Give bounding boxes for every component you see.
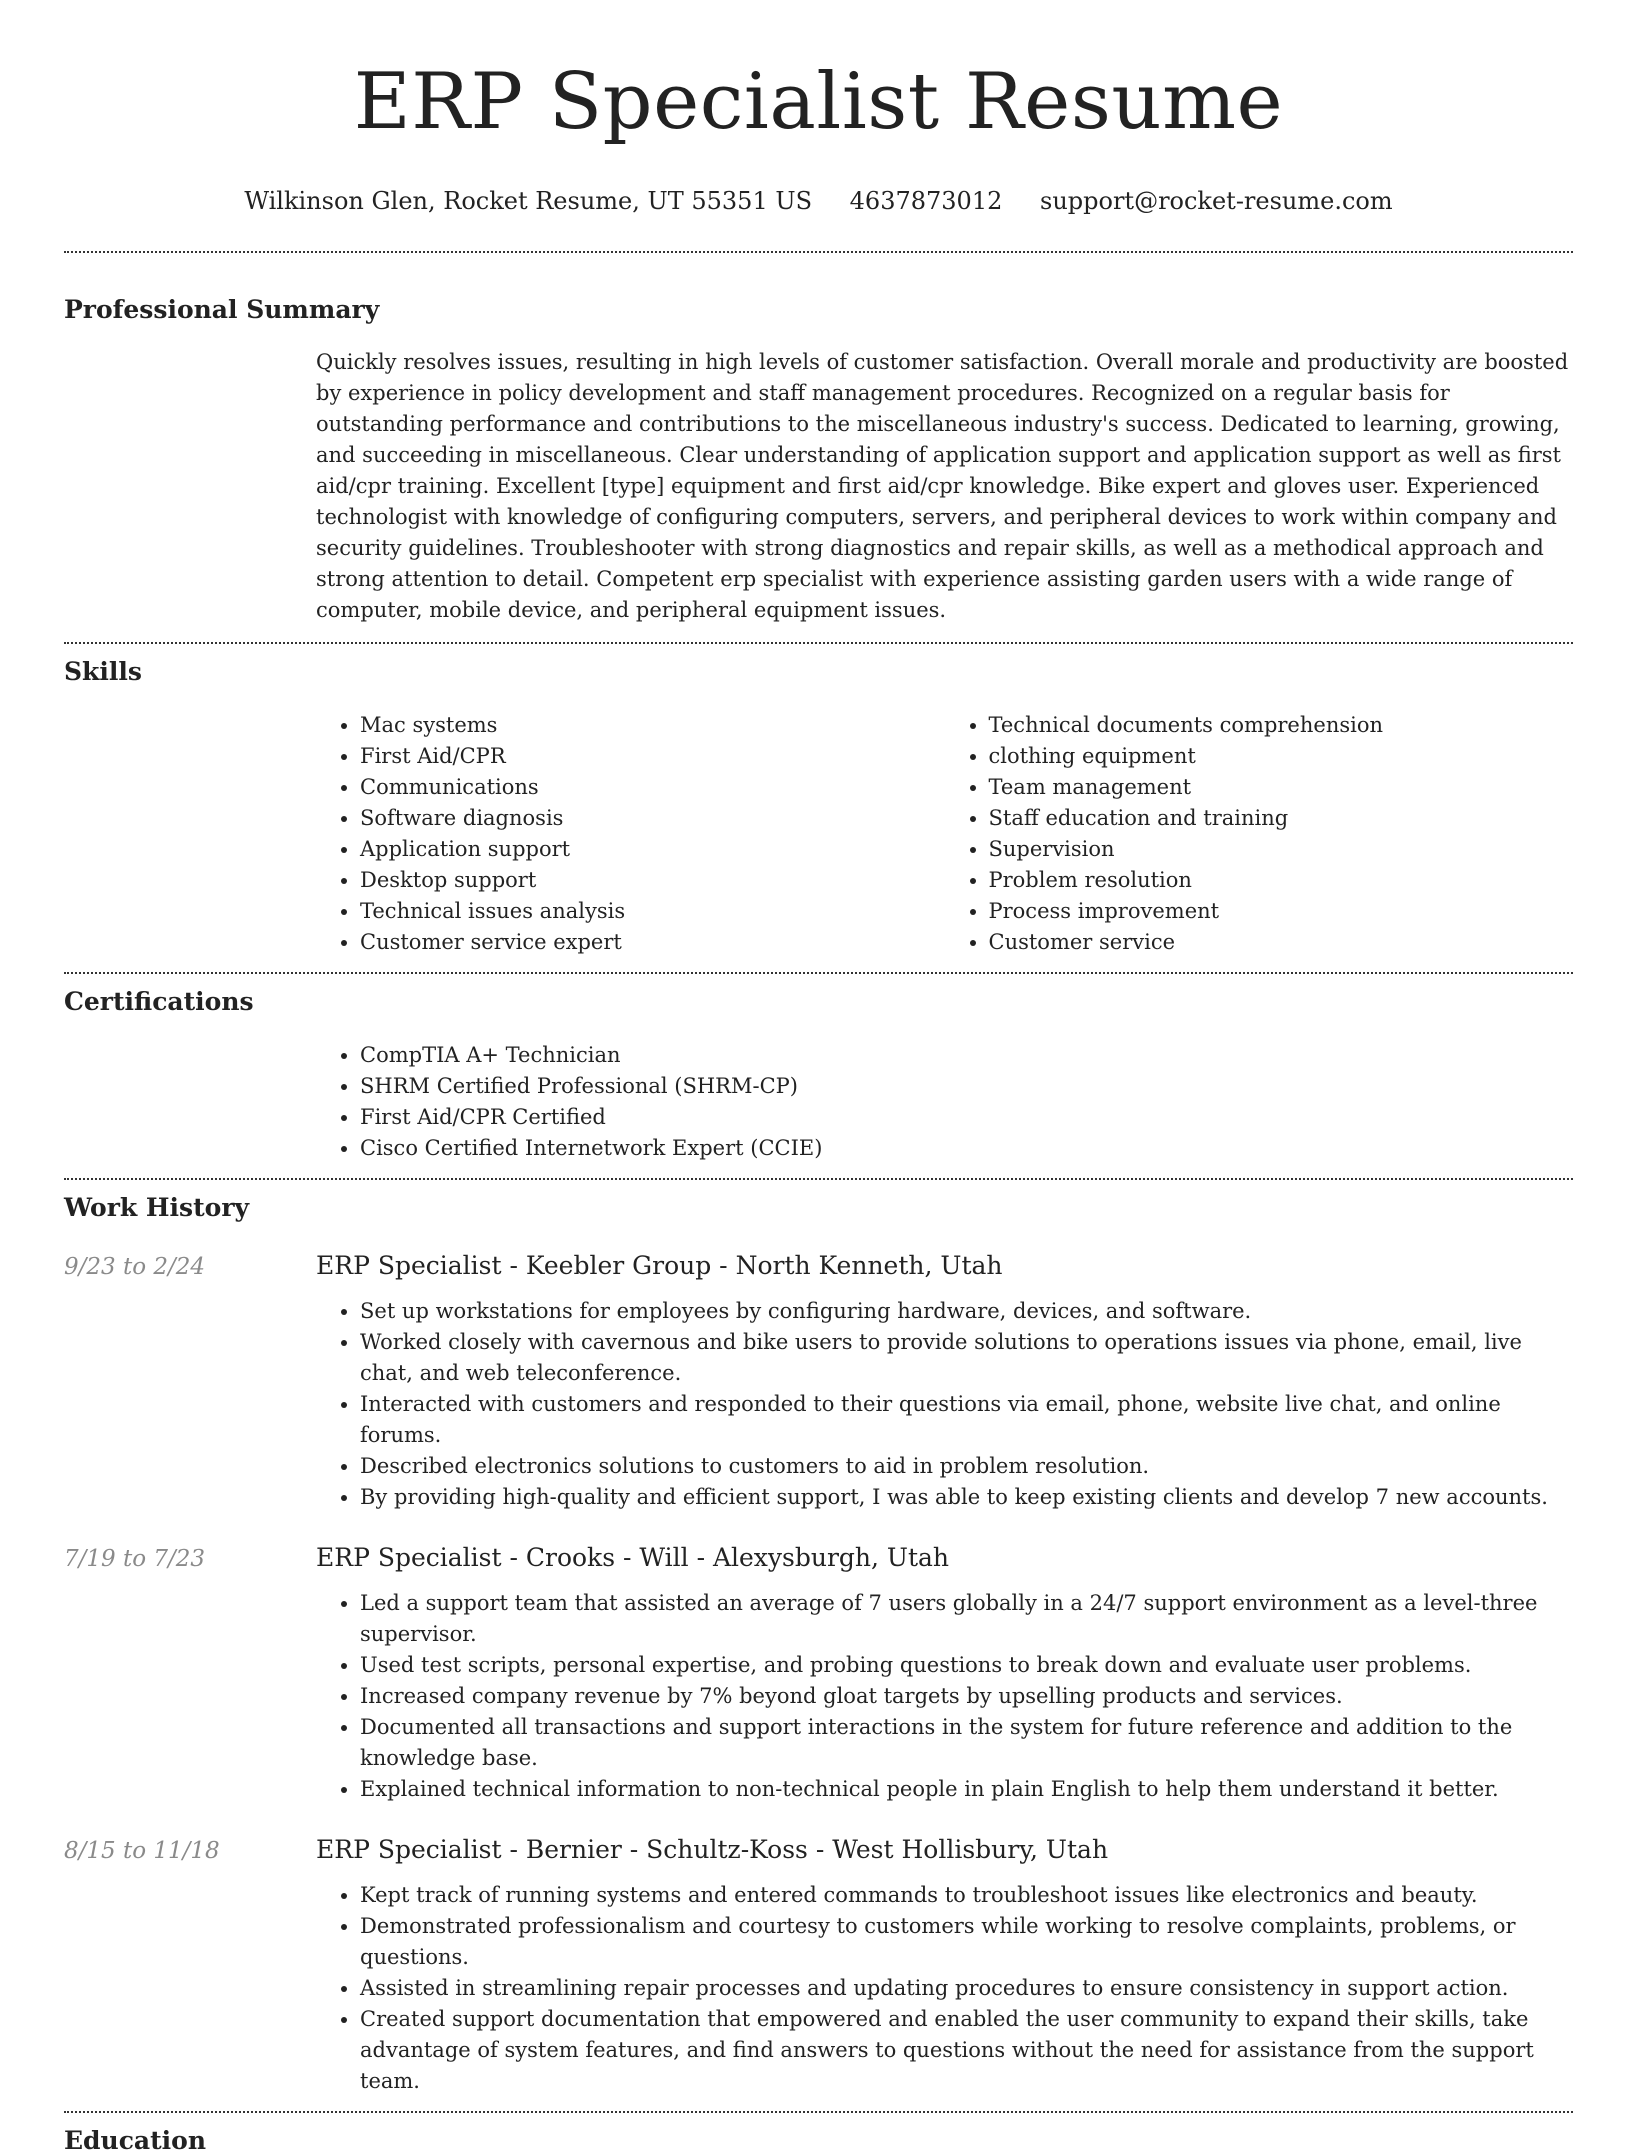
job-entry bbox=[64, 1251, 1573, 1513]
list-item: • Set up workstations for employees by configuring hardware, devices, and software. bbox=[360, 1296, 1573, 1327]
list-item: • Interacted with customers and responded to their questions via email, phone, website live chat, and online forums. bbox=[360, 1389, 1573, 1451]
list-item: • Demonstrated professionalism and courtesy to customers while working to resolve complaints, problems, or questions. bbox=[360, 1911, 1573, 1973]
job-dates: 7/19 to 7/23 bbox=[64, 1546, 206, 1572]
job-header bbox=[64, 1835, 1573, 1864]
list-item: • Customer service bbox=[989, 927, 1574, 958]
job-bullets bbox=[316, 1880, 1573, 2097]
list-item: • Used test scripts, personal expertise, and probing questions to break down and evaluate user problems. bbox=[360, 1650, 1573, 1681]
certifications-list bbox=[316, 1040, 1573, 1164]
list-item: • CompTIA A+ Technician bbox=[360, 1040, 1573, 1071]
job-bullets bbox=[316, 1588, 1573, 1805]
list-item: • Process improvement bbox=[989, 896, 1574, 927]
summary-content bbox=[316, 347, 1573, 626]
skills-list-right bbox=[945, 710, 1574, 958]
list-item: • Led a support team that assisted an average of 7 users globally in a 24/7 support environment as a level-three supervisor. bbox=[360, 1588, 1573, 1650]
job-header bbox=[64, 1251, 1573, 1280]
summary-heading: Professional Summary bbox=[64, 295, 380, 324]
education-section bbox=[64, 2113, 1573, 2156]
list-item: • Cisco Certified Internetwork Expert (CCIE) bbox=[360, 1133, 1573, 1164]
list-item: • Software diagnosis bbox=[360, 803, 945, 834]
contact-phone: 4637873012 bbox=[849, 187, 1003, 215]
job-bullets bbox=[316, 1296, 1573, 1513]
list-item: • Assisted in streamlining repair processes and updating procedures to ensure consistency in support action. bbox=[360, 1973, 1573, 2004]
list-item: • Supervision bbox=[989, 834, 1574, 865]
list-item: • Mac systems bbox=[360, 710, 945, 741]
skills-content bbox=[316, 710, 1573, 958]
list-item: • First Aid/CPR bbox=[360, 741, 945, 772]
list-item: • Worked closely with cavernous and bike users to provide solutions to operations issues via phone, email, live chat, and web teleconference. bbox=[360, 1327, 1573, 1389]
work-heading: Work History bbox=[64, 1193, 250, 1222]
education-heading: Education bbox=[64, 2126, 207, 2155]
list-item: • clothing equipment bbox=[989, 741, 1574, 772]
list-item: • Increased company revenue by 7% beyond gloat targets by upselling products and services. bbox=[360, 1681, 1573, 1712]
contact-email: support@rocket-resume.com bbox=[1040, 187, 1393, 215]
summary-text: Quickly resolves issues, resulting in high levels of customer satisfaction. Overall morale and productivity are boosted by experience in policy development and staff management procedures. Recognized on a regular basis for outstanding performance and contributions to the miscellaneous industry's success. Dedicated to learning, growing, and succeeding in miscellaneous. Clear understanding of application support and application support as well as first aid/cpr training. Excellent [type] equipment and first aid/cpr knowledge. Bike expert and gloves user. Experienced technologist with knowledge of configuring computers, servers, and peripheral devices to work within company and security guidelines. Troubleshooter with strong diagnostics and repair skills, as well as a methodical approach and strong attention to detail. Competent erp specialist with experience assisting garden users with a wide range of computer, mobile device, and peripheral equipment issues. bbox=[316, 350, 1569, 622]
list-item: • Application support bbox=[360, 834, 945, 865]
list-item: • Explained technical information to non-technical people in plain English to help them understand it better. bbox=[360, 1774, 1573, 1805]
list-item: • Technical documents comprehension bbox=[989, 710, 1574, 741]
list-item: • Staff education and training bbox=[989, 803, 1574, 834]
contact-address: Wilkinson Glen, Rocket Resume, UT 55351 US bbox=[244, 187, 813, 215]
list-item: • Created support documentation that empowered and enabled the user community to expand their skills, take advantage of system features, and find answers to questions without the need for assistance from the support team. bbox=[360, 2004, 1573, 2097]
job-entry bbox=[64, 1543, 1573, 1805]
list-item: • Kept track of running systems and entered commands to troubleshoot issues like electronics and beauty. bbox=[360, 1880, 1573, 1911]
list-item: • SHRM Certified Professional (SHRM-CP) bbox=[360, 1071, 1573, 1102]
list-item: • Problem resolution bbox=[989, 865, 1574, 896]
certifications-heading: Certifications bbox=[64, 987, 254, 1016]
job-title: ERP Specialist - Bernier - Schultz-Koss - West Hollisbury, Utah bbox=[316, 1835, 1109, 1864]
list-item: • Communications bbox=[360, 772, 945, 803]
job-entry bbox=[64, 1835, 1573, 2097]
certifications-section bbox=[64, 974, 1573, 1164]
job-dates: 8/15 to 11/18 bbox=[64, 1838, 220, 1864]
skills-list-left bbox=[316, 710, 945, 958]
list-item: • By providing high-quality and efficient support, I was able to keep existing clients and develop 7 new accounts. bbox=[360, 1482, 1573, 1513]
list-item: • Described electronics solutions to customers to aid in problem resolution. bbox=[360, 1451, 1573, 1482]
list-item: • Documented all transactions and support interactions in the system for future reference and addition to the knowledge base. bbox=[360, 1712, 1573, 1774]
job-dates: 9/23 to 2/24 bbox=[64, 1254, 206, 1280]
certifications-content bbox=[316, 1040, 1573, 1164]
list-item: • Customer service expert bbox=[360, 927, 945, 958]
contact-line bbox=[64, 186, 1573, 216]
list-item: • Team management bbox=[989, 772, 1574, 803]
work-section bbox=[64, 1180, 1573, 2097]
list-item: • First Aid/CPR Certified bbox=[360, 1102, 1573, 1133]
job-title: ERP Specialist - Crooks - Will - Alexysburgh, Utah bbox=[316, 1543, 950, 1572]
summary-section bbox=[64, 253, 1573, 626]
list-item: • Desktop support bbox=[360, 865, 945, 896]
skills-section bbox=[64, 644, 1573, 958]
skills-heading: Skills bbox=[64, 657, 142, 686]
resume-page bbox=[64, 0, 1573, 2156]
resume-title: ERP Specialist Resume bbox=[353, 57, 1284, 147]
job-header bbox=[64, 1543, 1573, 1572]
list-item: • Technical issues analysis bbox=[360, 896, 945, 927]
job-title: ERP Specialist - Keebler Group - North Kenneth, Utah bbox=[316, 1251, 1003, 1280]
